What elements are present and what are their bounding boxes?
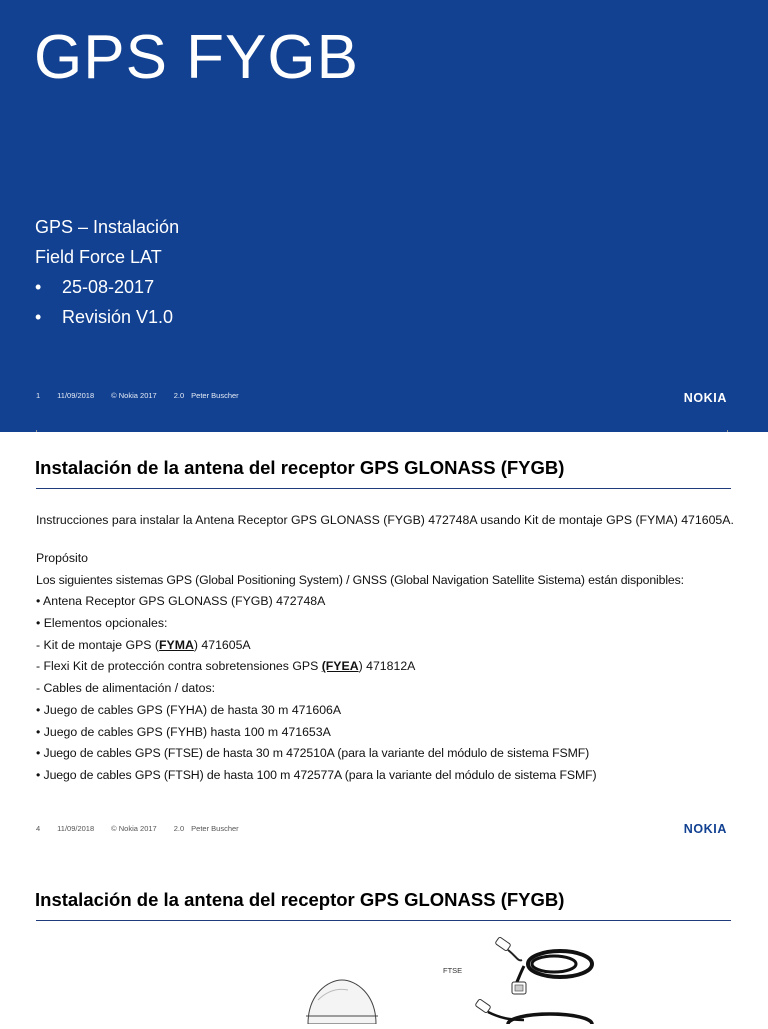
list-item: - Cables de alimentación / datos: xyxy=(36,681,216,696)
slide-title: GPS FYGB xyxy=(34,23,359,92)
list-item: Los siguientes sistemas GPS (Global Positioning System) / GNSS (Global Navigation Satellite Sistema) están disponibles: xyxy=(36,572,684,587)
subtitle-block xyxy=(35,212,179,332)
nokia-logo: NOKIA xyxy=(683,391,727,405)
subtitle-line: GPS – Instalación xyxy=(35,217,180,237)
bullet-item xyxy=(35,272,179,302)
footer-page-number: 4 xyxy=(36,824,41,833)
bullet-text: 25-08-2017 xyxy=(62,277,155,297)
list-item: • Juego de cables GPS (FYHB) hasta 100 m 471653A xyxy=(36,724,331,739)
bullet-text: Revisión V1.0 xyxy=(62,307,174,327)
slide-body xyxy=(36,512,736,787)
section-heading: Propósito xyxy=(36,551,88,565)
list-item-text: ) 471605A xyxy=(193,637,251,652)
footer-version: 2.0 xyxy=(173,391,185,400)
image-label: FTSE xyxy=(443,966,463,975)
footer-copyright: © Nokia 2017 xyxy=(111,824,157,833)
footer-author: Peter Buscher xyxy=(191,391,239,400)
footer-date: 11/09/2018 xyxy=(57,824,95,833)
footer-date: 11/09/2018 xyxy=(57,391,95,400)
list-item-text: ) 471812A xyxy=(358,659,416,674)
list-item xyxy=(36,635,736,657)
product-code-link[interactable]: FYMA xyxy=(159,637,194,652)
list-item-text: - Flexi Kit de protección contra sobretensiones GPS xyxy=(36,659,322,674)
list-item: • Juego de cables GPS (FTSH) de hasta 100 m 472577A (para la variante del módulo de sistema FSMF) xyxy=(36,767,597,782)
list-item-text: - Kit de montaje GPS ( xyxy=(36,637,160,652)
footer-author: Peter Buscher xyxy=(191,824,239,833)
product-code-link[interactable]: (FYEA xyxy=(321,659,359,674)
list-item: • Elementos opcionales: xyxy=(36,616,168,631)
gps-antenna-cable-illustration xyxy=(288,930,618,1024)
product-image xyxy=(288,930,618,1024)
slide-footer xyxy=(36,391,239,400)
footer-version: 2.0 xyxy=(173,824,185,833)
slide-footer xyxy=(36,824,239,833)
list-item: • Juego de cables GPS (FYHA) de hasta 30 m 471606A xyxy=(36,702,342,717)
title-divider xyxy=(36,920,731,921)
bullet-item xyxy=(35,302,179,332)
title-divider xyxy=(36,488,731,489)
intro-paragraph: Instrucciones para instalar la Antena Receptor GPS GLONASS (FYGB) 472748A usando Kit de montaje GPS (FYMA) 471605A. xyxy=(36,513,734,527)
subtitle-line: Field Force LAT xyxy=(35,247,162,267)
footer-copyright: © Nokia 2017 xyxy=(111,391,157,400)
slide-title: Instalación de la antena del receptor GPS GLONASS (FYGB) xyxy=(35,457,565,478)
bullet-icon: • xyxy=(35,277,42,297)
bullet-icon: • xyxy=(35,307,42,327)
slide-title: Instalación de la antena del receptor GPS GLONASS (FYGB) xyxy=(35,889,565,910)
list-item xyxy=(36,656,736,678)
list-item: • Antena Receptor GPS GLONASS (FYGB) 472748A xyxy=(36,594,326,609)
list-item: • Juego de cables GPS (FTSE) de hasta 30 m 472510A (para la variante del módulo de sistema FSMF) xyxy=(36,746,590,761)
footer-page-number: 1 xyxy=(36,391,41,400)
title-slide xyxy=(0,0,768,432)
nokia-logo: NOKIA xyxy=(683,822,727,836)
